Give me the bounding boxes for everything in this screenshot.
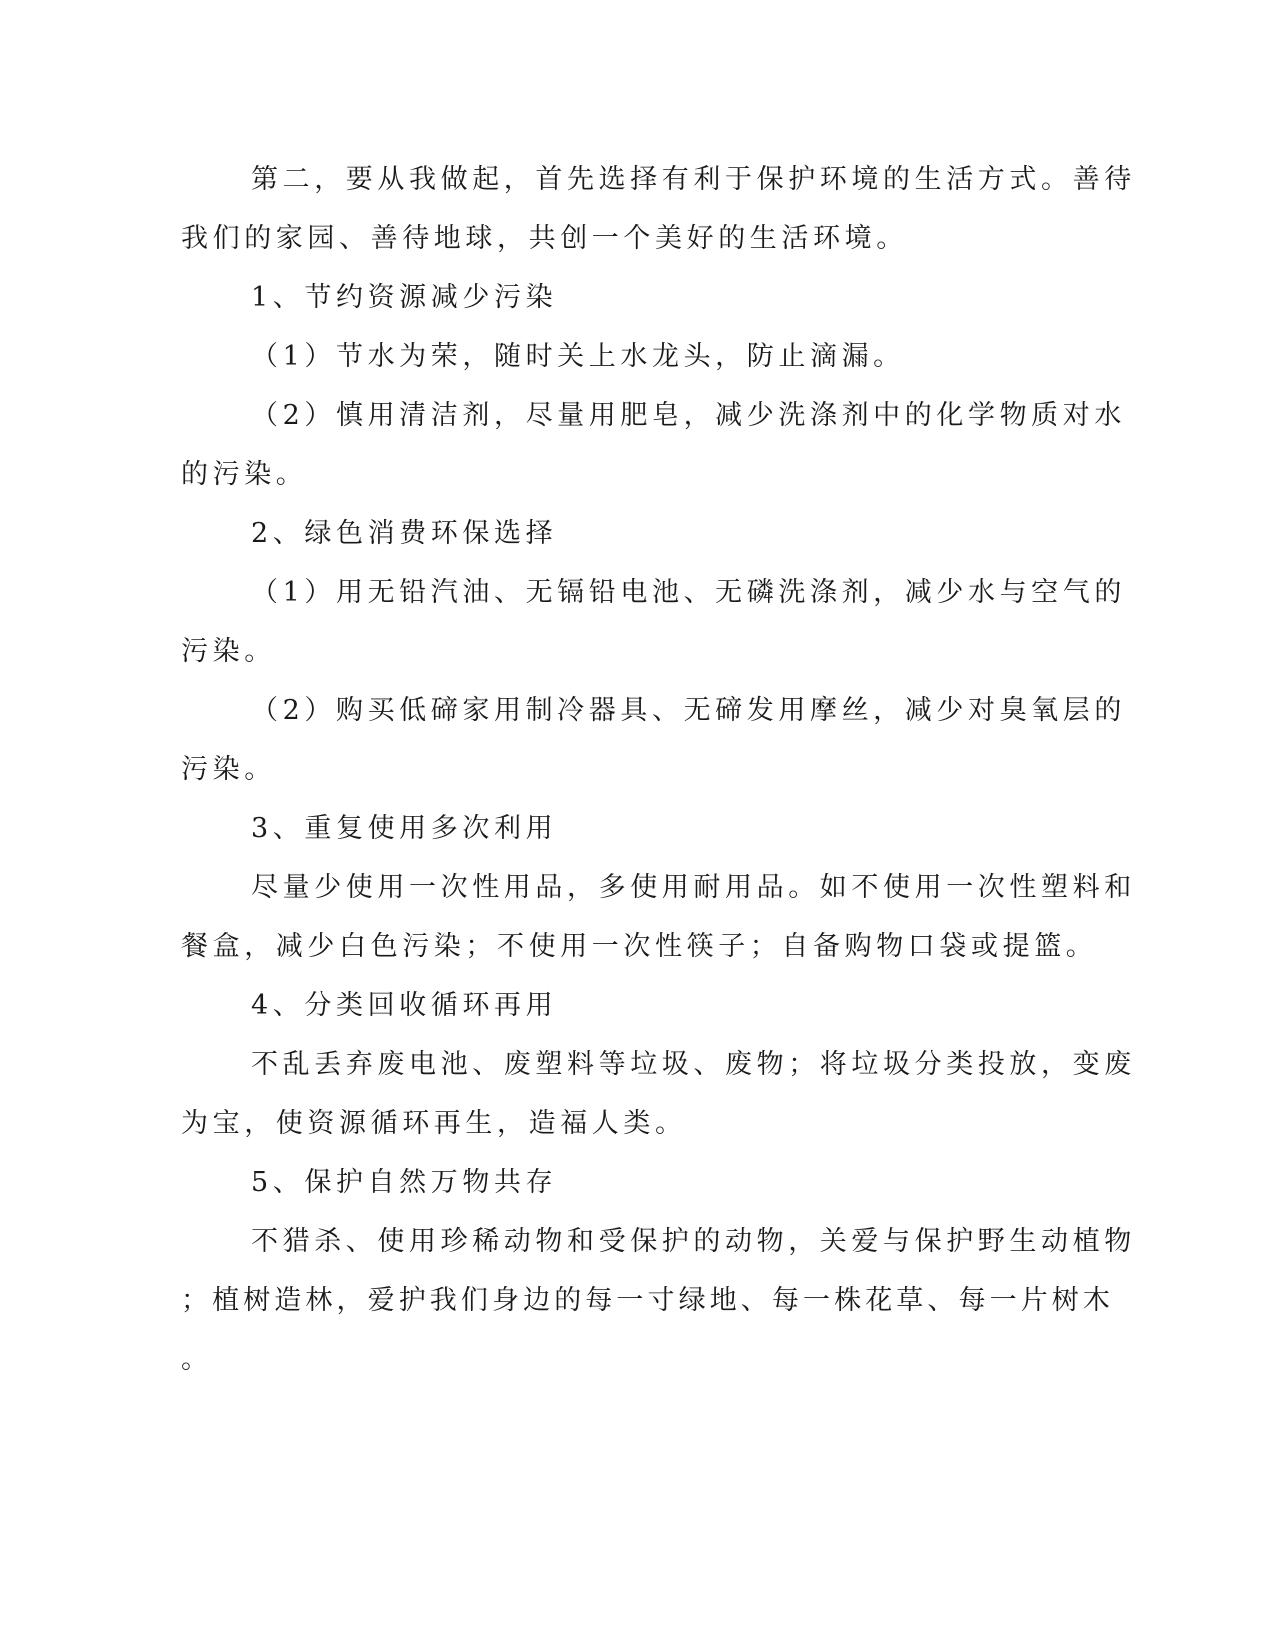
paragraph-3-line-2: 餐盒，减少白色污染；不使用一次性筷子；自备购物口袋或提篮。	[181, 931, 1098, 962]
paragraph-intro-line-2: 我们的家园、善待地球，共创一个美好的生活环境。	[181, 223, 908, 254]
item-1-1: （1）节水为荣，随时关上水龙头，防止滴漏。	[251, 341, 905, 372]
section-heading-4: 4、分类回收循环再用	[251, 990, 558, 1021]
paragraph-intro-line-1: 第二，要从我做起，首先选择有利于保护环境的生活方式。善待	[251, 164, 1136, 195]
section-heading-1: 1、节约资源减少污染	[251, 282, 558, 313]
item-1-2-line-1: （2）慎用清洁剂，尽量用肥皂，减少洗涤剂中的化学物质对水	[251, 400, 1126, 431]
paragraph-4-line-2: 为宝，使资源循环再生，造福人类。	[181, 1108, 687, 1139]
item-2-1-line-2: 污染。	[181, 636, 276, 667]
paragraph-5-line-1: 不猎杀、使用珍稀动物和受保护的动物，关爱与保护野生动植物	[251, 1226, 1136, 1257]
section-heading-3: 3、重复使用多次利用	[251, 813, 558, 844]
section-heading-2: 2、绿色消费环保选择	[251, 518, 558, 549]
section-heading-5: 5、保护自然万物共存	[251, 1167, 558, 1198]
item-2-2-line-2: 污染。	[181, 754, 276, 785]
paragraph-4-line-1: 不乱丢弃废电池、废塑料等垃圾、废物；将垃圾分类投放，变废	[251, 1049, 1136, 1080]
paragraph-5-line-2: ；植树造林，爱护我们身边的每一寸绿地、每一株花草、每一片树木	[181, 1285, 1114, 1316]
paragraph-5-line-3: 。	[181, 1344, 213, 1375]
item-2-1-line-1: （1）用无铅汽油、无镉铅电池、无磷洗涤剂，减少水与空气的	[251, 577, 1126, 608]
item-2-2-line-1: （2）购买低碲家用制冷器具、无碲发用摩丝，减少对臭氧层的	[251, 695, 1126, 726]
item-1-2-line-2: 的污染。	[181, 459, 308, 490]
paragraph-3-line-1: 尽量少使用一次性用品，多使用耐用品。如不使用一次性塑料和	[251, 872, 1136, 903]
